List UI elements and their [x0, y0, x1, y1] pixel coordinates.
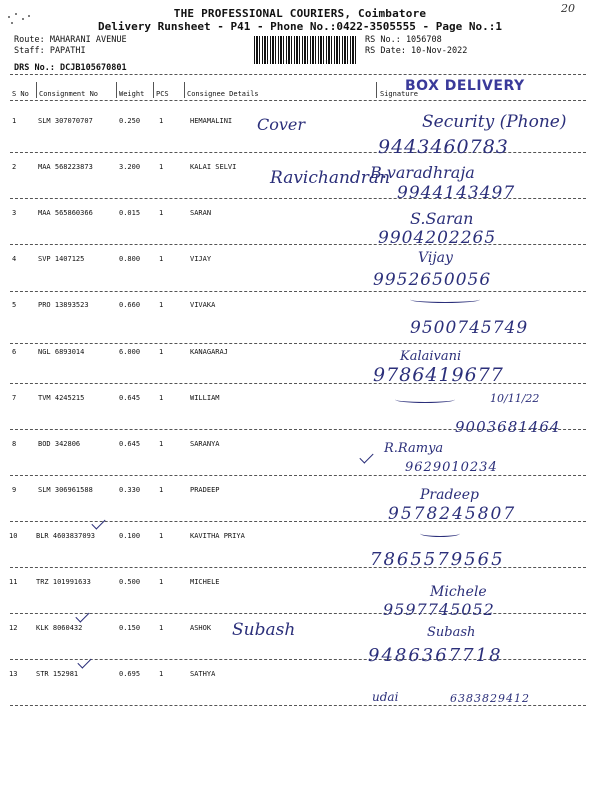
row-6-phone: 9786419677 — [373, 364, 504, 386]
col-header-consignment: Consignment No — [39, 90, 99, 98]
row-4-consignment: SVP 1407125 — [38, 255, 85, 263]
row-12-phone: 9486367718 — [368, 645, 503, 666]
row-12-pcs: 1 — [159, 624, 164, 632]
page-corner-number: 20 — [561, 2, 575, 15]
row-13-tick-mark — [77, 654, 91, 668]
row-3-weight: 0.015 — [119, 209, 141, 217]
row-9-consignment: SLM 306961588 — [38, 486, 93, 494]
row-12-consignee: ASHOK — [190, 624, 212, 632]
row-5-consignee: VIVAKA — [190, 301, 216, 309]
col-header-pcs: PCS — [156, 90, 169, 98]
row-9-weight: 0.330 — [119, 486, 141, 494]
col-rule — [184, 82, 185, 98]
row-9-consignee: PRADEEP — [190, 486, 220, 494]
row-8-sno: 8 — [12, 440, 17, 448]
row-3-signature: S.Saran — [410, 209, 474, 228]
row-2-weight: 3.200 — [119, 163, 141, 171]
row-5-divider — [10, 343, 586, 344]
row-10-phone: 7865579565 — [370, 549, 505, 570]
row-1-weight: 0.250 — [119, 117, 141, 125]
row-13-sno: 13 — [9, 670, 18, 678]
route-label: Route: MAHARANI AVENUE — [14, 35, 127, 45]
row-6-consignee: KANAGARAJ — [190, 348, 228, 356]
col-rule — [36, 82, 37, 98]
rs-date: RS Date: 10-Nov-2022 — [365, 46, 468, 56]
row-5-pcs: 1 — [159, 301, 164, 309]
row-9-signature: Pradeep — [420, 487, 479, 503]
row-12-tick-mark — [75, 608, 89, 622]
row-5-weight: 0.660 — [119, 301, 141, 309]
row-3-pcs: 1 — [159, 209, 164, 217]
staff-label: Staff: PAPATHI — [14, 46, 86, 56]
row-8-consignee: SARANYA — [190, 440, 220, 448]
row-3-consignment: MAA 565860366 — [38, 209, 93, 217]
runsheet-subtitle: Delivery Runsheet - P41 - Phone No.:0422-3505555 - Page No.:1 — [98, 20, 502, 33]
row-12-weight: 0.150 — [119, 624, 141, 632]
row-7-sno: 7 — [12, 394, 17, 402]
row-5-consignment: PRO 13893523 — [38, 301, 89, 309]
row-10-weight: 0.100 — [119, 532, 141, 540]
row-11-consignment: TRZ 101991633 — [36, 578, 91, 586]
row-11-pcs: 1 — [159, 578, 164, 586]
row-2-consignee: KALAI SELVI — [190, 163, 237, 171]
row-6-pcs: 1 — [159, 348, 164, 356]
header-divider — [10, 74, 586, 75]
col-header-weight: Weight — [119, 90, 145, 98]
row-9-pcs: 1 — [159, 486, 164, 494]
row-10-signature-scribble — [420, 530, 460, 537]
row-1-consignment: SLM 307070707 — [38, 117, 93, 125]
row-10-consignee: KAVITHA PRIYA — [190, 532, 245, 540]
row-7-date: 10/11/22 — [490, 392, 540, 405]
col-header-signature: Signature — [380, 90, 418, 98]
row-11-consignee: MICHELE — [190, 578, 220, 586]
row-4-pcs: 1 — [159, 255, 164, 263]
row-13-signature: udai — [372, 690, 399, 704]
rs-number: RS No.: 1056708 — [365, 35, 442, 45]
row-2-phone: 9944143497 — [397, 183, 516, 203]
row-2-note: Ravichandran — [270, 168, 391, 188]
row-10-consignment: BLR 4603837093 — [36, 532, 96, 540]
row-13-weight: 0.695 — [119, 670, 141, 678]
row-11-divider — [10, 613, 586, 614]
row-8-pcs: 1 — [159, 440, 164, 448]
row-12-signature: Subash — [427, 625, 476, 640]
row-13-divider — [10, 705, 586, 706]
row-2-consignment: MAA 568223873 — [38, 163, 93, 171]
box-delivery-stamp: BOX DELIVERY — [405, 78, 525, 94]
row-8-consignment: BOD 342806 — [38, 440, 81, 448]
row-8-divider — [10, 475, 586, 476]
row-12-sno: 12 — [9, 624, 18, 632]
row-13-consignment: STR 152981 — [36, 670, 79, 678]
col-rule — [116, 82, 117, 98]
drs-number: DRS No.: DCJB105670801 — [14, 63, 127, 73]
route-staff-block — [14, 35, 127, 74]
row-2-pcs: 1 — [159, 163, 164, 171]
row-1-note: Cover — [257, 115, 306, 134]
row-10-sno: 10 — [9, 532, 18, 540]
col-rule — [376, 82, 377, 98]
row-11-weight: 0.500 — [119, 578, 141, 586]
row-7-signature-scribble — [395, 396, 455, 403]
row-1-sno: 1 — [12, 117, 17, 125]
row-4-phone: 9952650056 — [373, 270, 492, 290]
row-7-weight: 0.645 — [119, 394, 141, 402]
col-header-sno: S No — [12, 90, 29, 98]
row-3-consignee: SARAN — [190, 209, 212, 217]
rs-block — [365, 35, 467, 57]
row-6-consignment: NGL 6893014 — [38, 348, 85, 356]
row-8-phone: 9629010234 — [405, 460, 498, 475]
row-2-signature: B.varadhraja — [370, 163, 475, 182]
row-8-signature: R.Ramya — [384, 441, 444, 456]
row-4-divider — [10, 291, 586, 292]
row-1-pcs: 1 — [159, 117, 164, 125]
row-4-signature: Vijay — [418, 250, 453, 266]
row-5-sno: 5 — [12, 301, 17, 309]
row-6-weight: 6.000 — [119, 348, 141, 356]
row-1-consignee: HEMAMALINI — [190, 117, 233, 125]
row-10-pcs: 1 — [159, 532, 164, 540]
row-10-tick-mark — [91, 515, 105, 529]
row-1-signature: Security (Phone) — [422, 112, 567, 132]
row-8-tick-mark — [359, 449, 373, 463]
company-title: THE PROFESSIONAL COURIERS, Coimbatore — [173, 7, 427, 20]
row-9-sno: 9 — [12, 486, 17, 494]
row-5-phone: 9500745749 — [410, 318, 529, 338]
row-6-signature: Kalaivani — [400, 349, 462, 364]
row-7-consignment: TVM 4245215 — [38, 394, 85, 402]
row-6-sno: 6 — [12, 348, 17, 356]
row-2-sno: 2 — [12, 163, 17, 171]
row-7-consignee: WILLIAM — [190, 394, 220, 402]
row-13-consignee: SATHYA — [190, 670, 216, 678]
row-13-phone: 6383829412 — [450, 692, 530, 705]
row-4-weight: 0.800 — [119, 255, 141, 263]
row-5-signature-scribble — [410, 296, 480, 303]
row-8-weight: 0.645 — [119, 440, 141, 448]
row-9-phone: 9578245807 — [388, 504, 517, 524]
row-4-sno: 4 — [12, 255, 17, 263]
row-12-consignment: KLK 8060432 — [36, 624, 83, 632]
row-3-sno: 3 — [12, 209, 17, 217]
column-header-divider — [10, 100, 586, 101]
row-11-sno: 11 — [9, 578, 18, 586]
row-13-pcs: 1 — [159, 670, 164, 678]
row-11-phone: 9597745052 — [383, 600, 495, 619]
row-3-phone: 9904202265 — [378, 228, 497, 248]
barcode — [254, 36, 357, 64]
col-header-consignee: Consignee Details — [187, 90, 259, 98]
row-11-signature: Michele — [430, 584, 487, 600]
row-1-phone: 9443460783 — [378, 136, 509, 158]
row-12-note: Subash — [232, 620, 296, 640]
row-4-consignee: VIJAY — [190, 255, 212, 263]
row-7-phone: 9003681464 — [455, 418, 561, 436]
row-3-divider — [10, 244, 586, 245]
row-7-pcs: 1 — [159, 394, 164, 402]
col-rule — [153, 82, 154, 98]
